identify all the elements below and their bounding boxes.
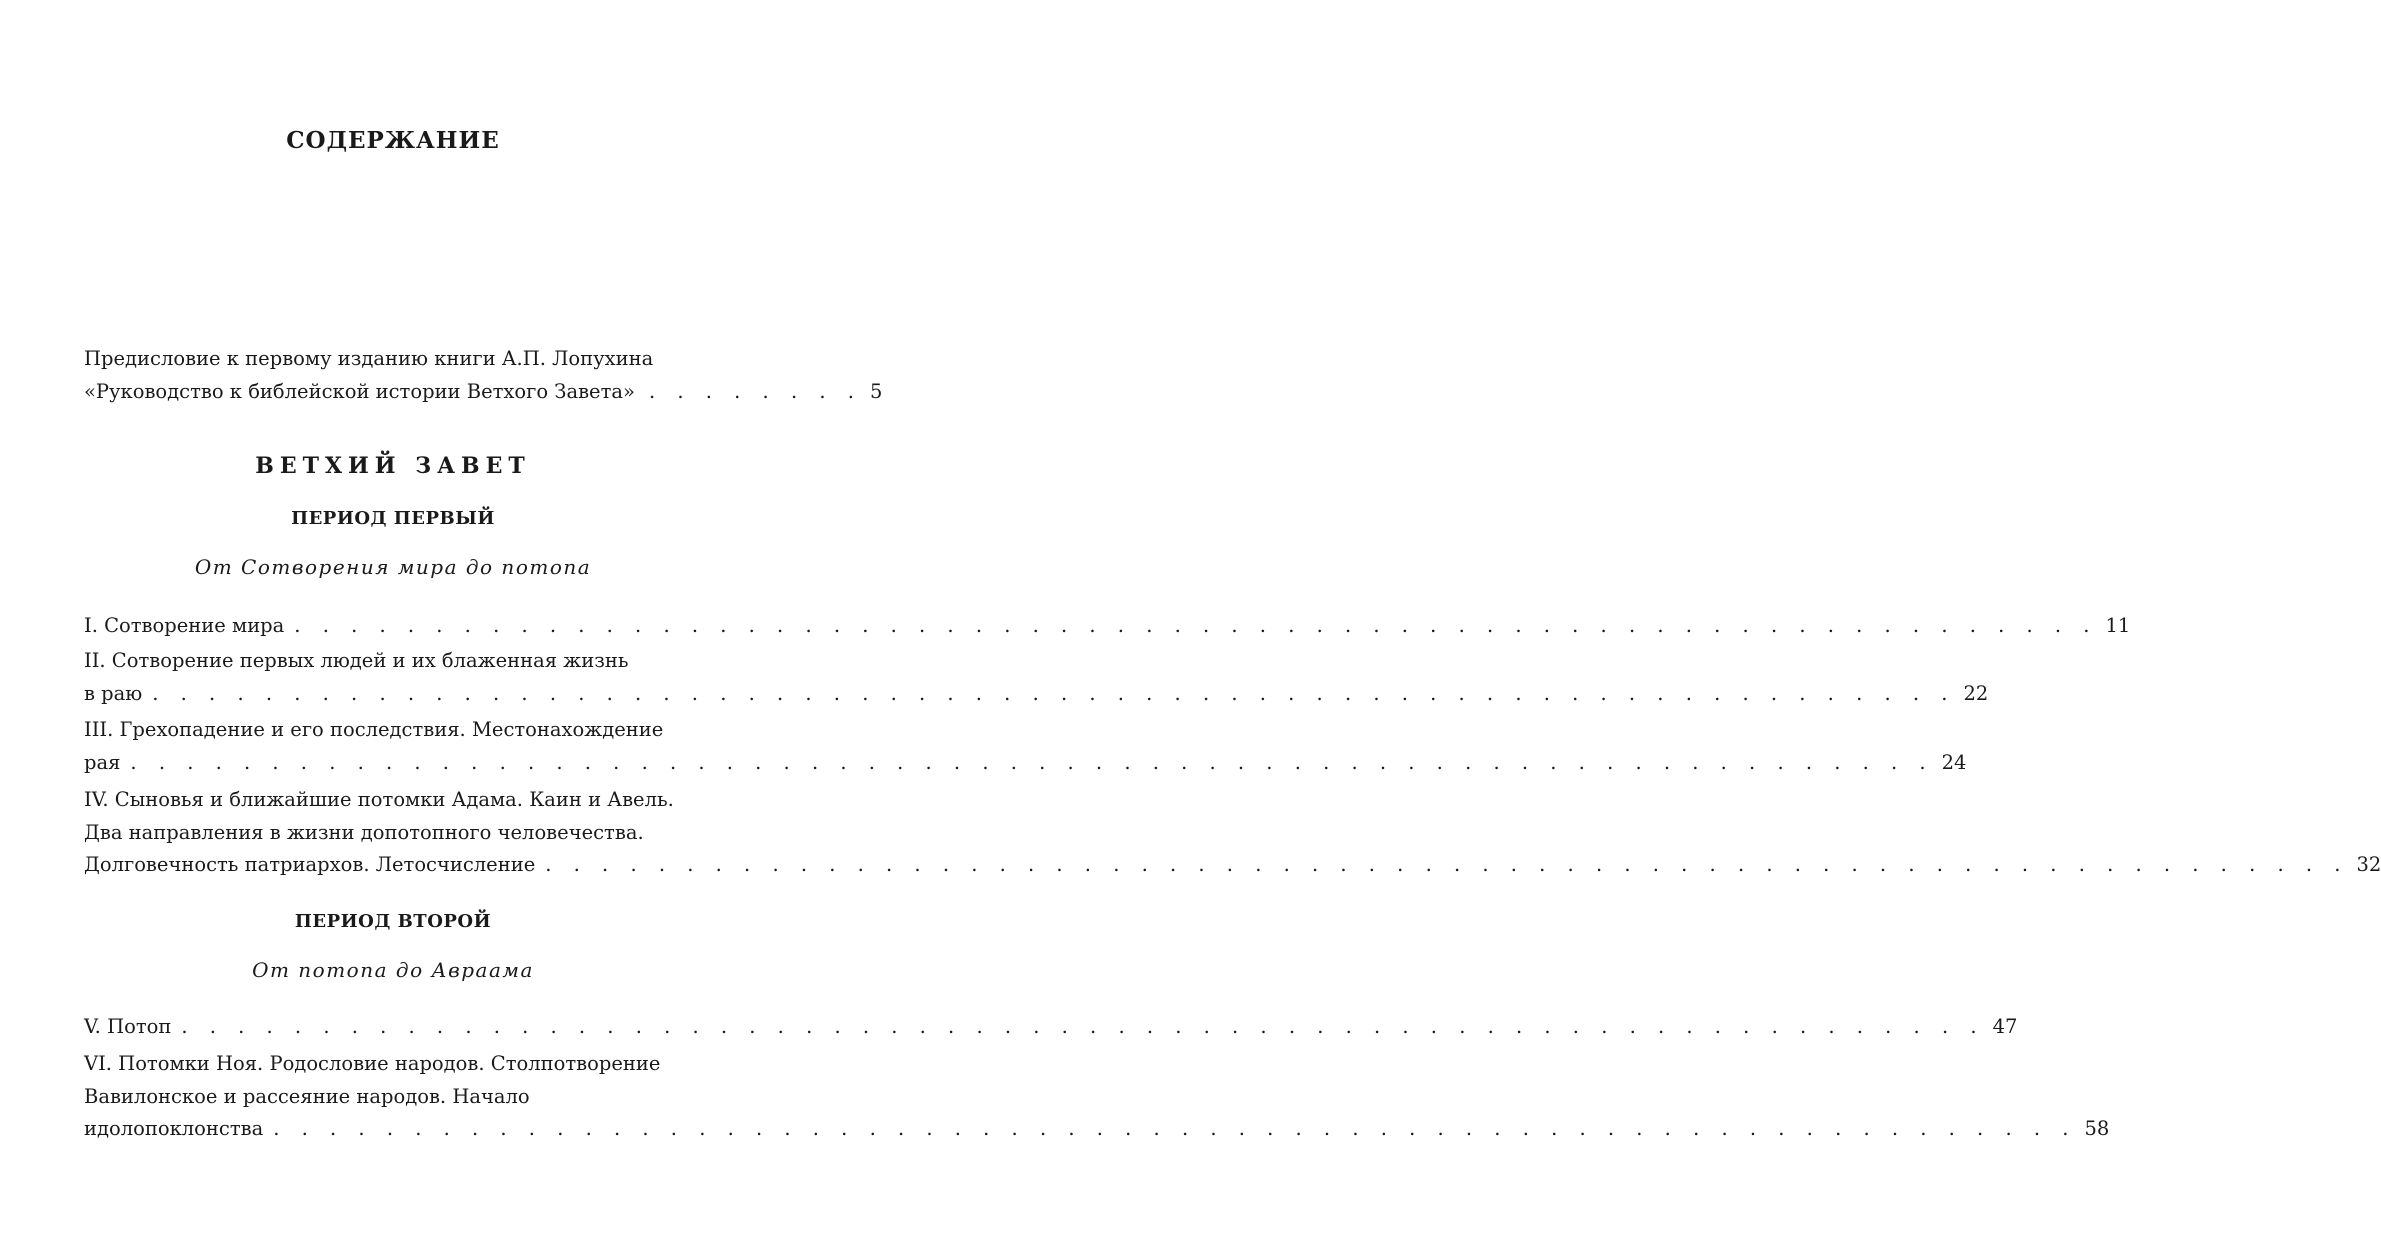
toc-entry-line: Предисловие к первому изданию книги А.П. Лопухина	[84, 347, 654, 370]
page-number: 58	[2084, 1117, 2110, 1140]
page-number: 32	[2356, 853, 2381, 876]
page-number: 22	[1963, 681, 1989, 705]
toc-entry-line: I. Сотворение мира	[84, 614, 285, 637]
page-title: СОДЕРЖАНИЕ	[286, 127, 500, 154]
toc-entry[interactable]	[84, 1011, 2018, 1044]
toc-entry[interactable]	[84, 1048, 2110, 1146]
dot-leader	[649, 376, 862, 409]
toc-entry-line: Два направления в жизни допотопного человечества.	[84, 820, 644, 844]
period-subtitle: От Сотворения мира до потопа	[194, 555, 592, 579]
toc-entry-preface[interactable]	[84, 343, 883, 408]
toc-entry-line: V. Потоп	[84, 1015, 172, 1038]
dot-leader	[294, 610, 2097, 643]
dot-leader	[130, 747, 1933, 780]
toc-entry-line: IV. Сыновья и ближайшие потомки Адама. Каин и Авель.	[84, 788, 674, 811]
toc-entry-line: идолопоклонства	[84, 1117, 264, 1140]
section-title-old-testament: ВЕТХИЙ ЗАВЕТ	[255, 453, 531, 479]
page-number: 47	[1992, 1015, 2018, 1038]
page-number: 24	[1941, 750, 1967, 774]
toc-entry-line: в раю	[84, 681, 143, 705]
page-number: 5	[869, 379, 883, 403]
dot-leader	[545, 849, 2348, 882]
toc-entry[interactable]	[84, 645, 1989, 710]
toc-entry-line: III. Грехопадение и его последствия. Местонахождение	[84, 718, 664, 741]
page-number: 11	[2105, 614, 2131, 637]
toc-entry-line: рая	[84, 750, 121, 774]
toc-entry[interactable]	[84, 714, 1967, 779]
toc-entry[interactable]	[84, 784, 2381, 882]
toc-entry[interactable]	[84, 610, 2131, 643]
toc-entry-line: «Руководство к библейской истории Ветхого Завета»	[84, 379, 635, 403]
period-title: ПЕРИОД ПЕРВЫЙ	[291, 508, 495, 529]
period-subtitle: От потопа до Авраама	[252, 958, 534, 982]
toc-entry-line: Долговечность патриархов. Летосчисление	[84, 853, 536, 876]
toc-entry-line: II. Сотворение первых людей и их блаженная жизнь	[84, 649, 629, 672]
dot-leader	[181, 1011, 1984, 1044]
dot-leader	[273, 1113, 2076, 1146]
period-title: ПЕРИОД ВТОРОЙ	[294, 911, 492, 932]
toc-entry-line: Вавилонское и рассеяние народов. Начало	[84, 1084, 530, 1108]
toc-entry-line: VI. Потомки Ноя. Родословие народов. Столпотворение	[84, 1052, 661, 1075]
dot-leader	[152, 678, 1955, 711]
